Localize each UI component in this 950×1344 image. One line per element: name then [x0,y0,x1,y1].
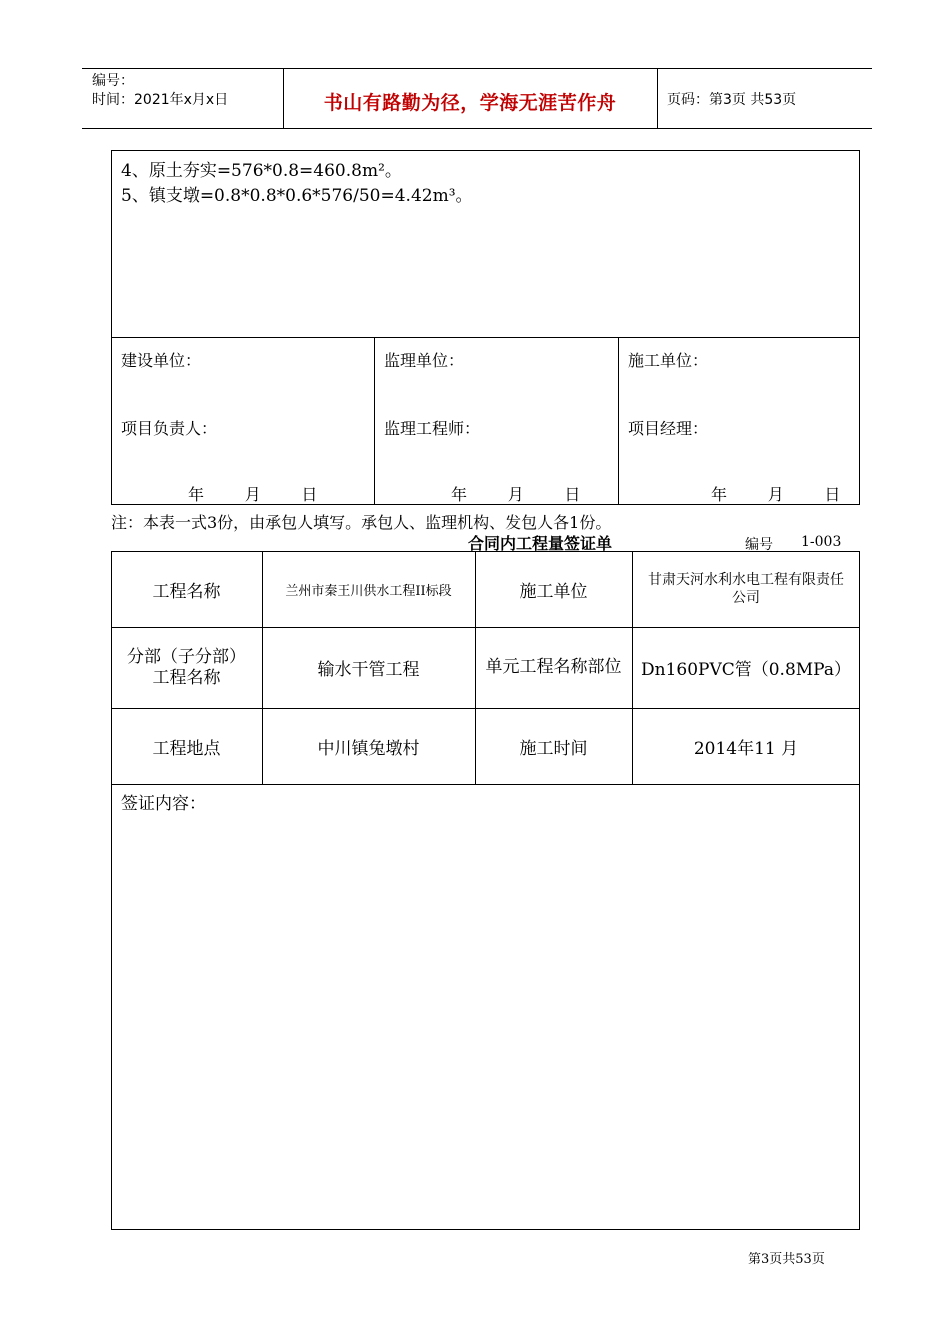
signature-date-3: 年 月 日 [711,485,841,504]
unit-work-value: Dn160PVC管（0.8MPa） [640,660,851,680]
header-top-rule [82,68,872,69]
project-manager-label: 项目经理： [628,419,709,438]
calc-line-5: 5、镇支墩=0.8*0.8*0.6*576/50=4.42m³。 [121,186,473,206]
project-location-label: 工程地点 [152,738,221,759]
supervision-unit-label: 监理单位： [384,351,465,370]
signature-col-divider-1 [374,337,375,505]
project-leader-label: 项目负责人： [121,419,218,438]
construction-time-label: 施工时间 [519,738,588,759]
supervising-engineer-label: 监理工程师： [384,419,481,438]
signature-date-2: 年 月 日 [451,485,581,504]
construction-time-value: 2014年11 月 [693,738,799,759]
table-note: 注：本表一式3份，由承包人填写。承包人、监理机构、发包人各1份。 [111,513,612,532]
header-page-label: 页码：第3页 共53页 [667,92,797,108]
visa-content-label: 签证内容： [121,794,206,814]
project-location-value: 中川镇兔墩村 [317,738,420,759]
form-row-rule-3 [111,784,860,785]
header-divider-right [657,68,658,128]
contractor-value: 甘肃天河水利水电工程有限责任公司 [648,572,844,606]
header-bottom-rule [82,128,872,129]
signature-date-1: 年 月 日 [188,485,318,504]
footer-page-number: 第3页共53页 [748,1252,825,1267]
header-time-label: 时间：2021年x月x日 [92,92,229,108]
contractor-unit-label: 施工单位： [628,351,709,370]
project-name-label: 工程名称 [152,581,221,602]
construction-unit-label: 建设单位： [121,351,202,370]
form-number-label: 编号 [745,537,773,553]
header-number-label: 编号： [92,73,134,89]
contractor-label: 施工单位 [519,581,588,602]
form-number-value: 1-003 [801,534,842,550]
calc-line-4: 4、原土夯实=576*0.8=460.8m²。 [121,161,402,181]
unit-work-label: 单元工程名称部位 [485,657,622,677]
form-title: 合同内工程量签证单 [468,534,613,553]
header-motto: 书山有路勤为径，学海无涯苦作舟 [323,92,617,114]
subsection-name-value: 输水干管工程 [317,660,420,680]
signature-row-rule [111,337,860,338]
signature-col-divider-2 [618,337,619,505]
project-name-value: 兰州市秦王川供水工程II标段 [285,583,452,599]
subsection-name-label: 分部（子分部）工程名称 [127,646,246,688]
